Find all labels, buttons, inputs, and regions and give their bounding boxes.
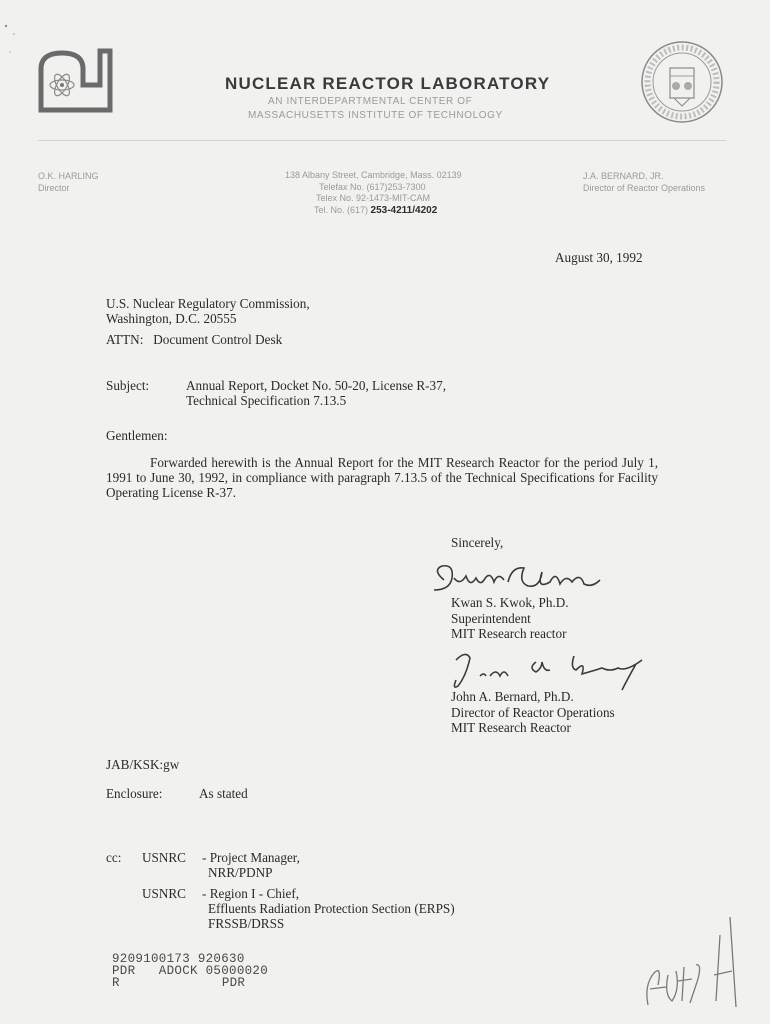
subject-line-2: Technical Specification 7.13.5 [186,393,347,408]
signer-1-title-2: MIT Research reactor [451,626,567,641]
telephone-prefix: Tel. No. (617) [314,204,371,215]
cc-2-line-1: - Region I - Chief, [202,886,300,901]
signer-1-title-1: Superintendent [451,610,531,626]
mit-seal-icon [640,40,724,124]
recipient-line-2: Washington, D.C. 20555 [106,311,237,326]
letter-date: August 30, 1992 [555,250,643,265]
signer-1-name: Kwan S. Kwok, Ph.D. [451,595,569,610]
letterhead-divider [38,140,726,141]
cc-entry-2 [142,886,455,931]
cc-2-line-2: Effluents Radiation Protection Section (ERPS) [208,901,455,916]
signature-bernard [446,646,646,694]
signer-1-block [451,595,569,642]
cc-label: cc: [106,850,122,865]
enclosure-label: Enclosure: [106,786,163,801]
reactor-ops-title: Director of Reactor Operations [583,183,706,193]
recipient-line-1: U.S. Nuclear Regulatory Commission, [106,296,310,311]
address-line-1: 138 Albany Street, Cambridge, Mass. 02139 [285,170,462,180]
stamp-line-3 [112,977,268,989]
reactor-ops-name: J.A. BERNARD, JR. [583,171,664,181]
lab-subtitle-1: AN INTERDEPARTMENTAL CENTER OF [268,96,473,107]
director-name: O.K. HARLING [38,171,99,181]
signer-2-block [451,689,615,736]
stamp-line-3-right: PDR [221,976,246,990]
cc-2-org: USNRC [142,886,186,901]
stamp-line-1: 9209100173 920630 [112,952,245,966]
telephone-number: 253-4211/4202 [370,204,438,216]
subject-label: Subject: [106,378,150,393]
signature-kwok [424,560,606,600]
address-line-2: Telefax No. (617)253-7300 [319,181,426,192]
handwritten-mark [640,905,750,1010]
subject-line-1: Annual Report, Docket No. 50-20, License R-37, [186,378,447,393]
cc-1-line-2: NRR/PDNP [208,865,273,880]
cc-entry-1 [142,850,300,880]
scan-specks [0,20,40,60]
lab-subtitle-2: MASSACHUSETTS INSTITUTE OF TECHNOLOGY [248,110,503,121]
cc-1-org: USNRC [142,850,186,865]
signer-2-title-2: MIT Research Reactor [451,720,571,735]
closing: Sincerely, [451,535,504,550]
recipient-attn: ATTN: Document Control Desk [106,332,283,347]
docket-stamp [112,953,268,989]
salutation: Gentlemen: [106,428,168,443]
cc-2-line-3: FRSSB/DRSS [208,916,285,931]
address-block [285,170,505,216]
signer-2-title-1: Director of Reactor Operations [451,704,615,720]
cc-1-line-1: - Project Manager, [202,850,300,865]
subject-text [186,378,446,408]
lab-title: NUCLEAR REACTOR LABORATORY [225,74,551,93]
address-line-3: Telex No. 92-1473-MIT-CAM [316,193,431,203]
recipient-block [106,296,310,347]
stamp-line-2: PDR ADOCK 05000020 [112,964,269,978]
body-paragraph: Forwarded herewith is the Annual Report for the MIT Research Reactor for the period July 1, 1991 to June 30, 1992, in compliance with paragraph 7.13.5 of the Technical Specifications for Facility Operating License R-37. [106,455,658,500]
atom-reactor-logo-icon [38,47,130,113]
reactor-ops-block [583,170,705,194]
stamp-line-3-left: R [112,976,120,990]
address-line-4 [285,205,505,217]
director-title: Director [38,183,70,193]
typist-initials: JAB/KSK:gw [106,757,180,772]
signer-2-name: John A. Bernard, Ph.D. [451,689,574,704]
enclosure-value: As stated [199,786,248,801]
director-block [38,170,99,194]
